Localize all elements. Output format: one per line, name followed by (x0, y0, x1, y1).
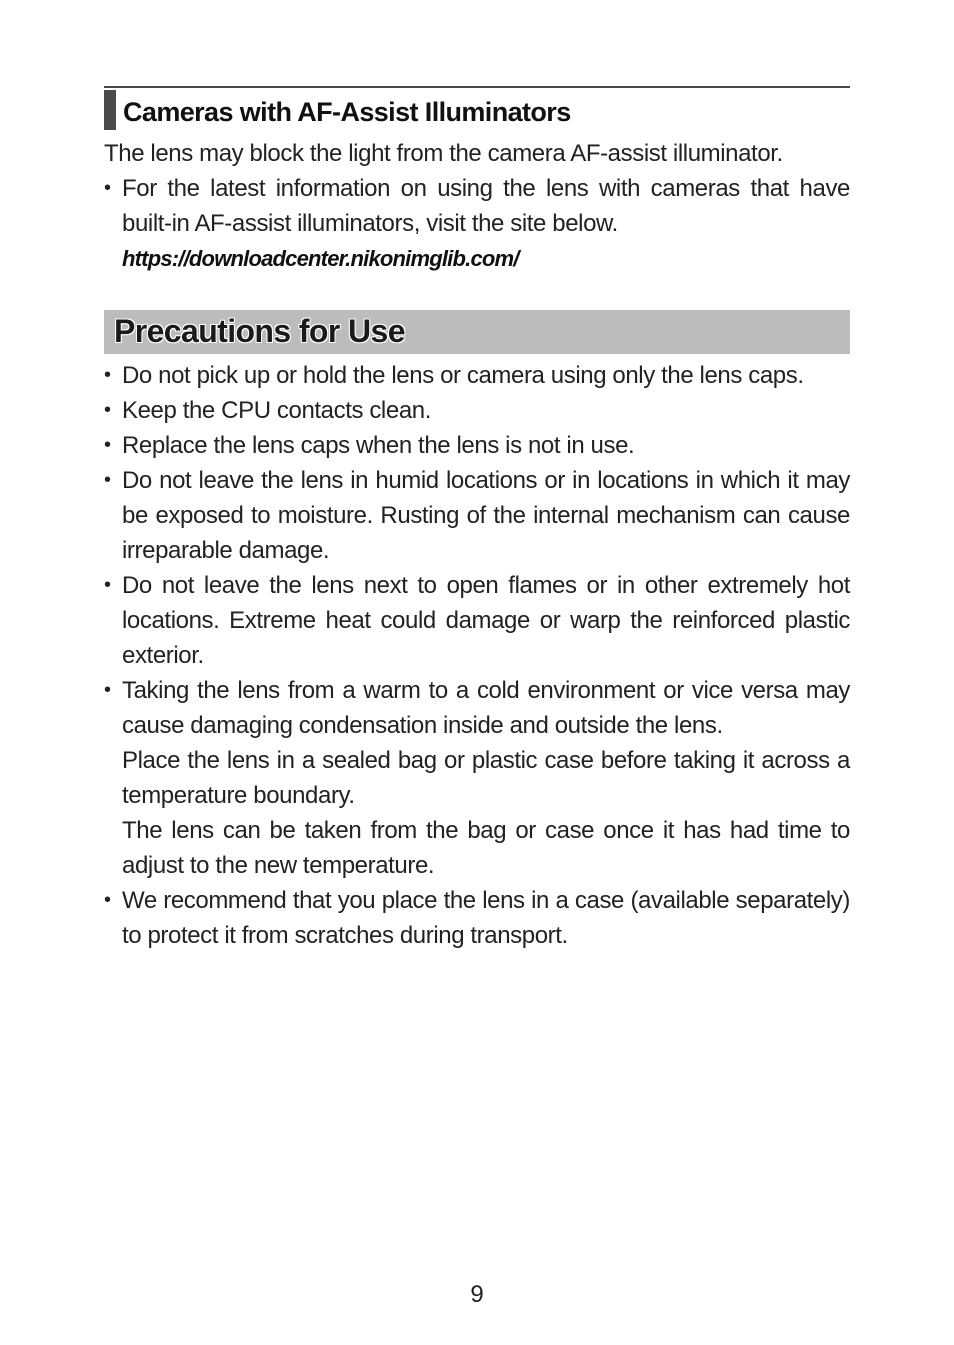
precautions-heading: Precautions for Use (114, 313, 405, 349)
af-assist-intro: The lens may block the light from the camera AF-assist illuminator. (104, 140, 783, 167)
page-number: 9 (470, 1281, 484, 1308)
af-assist-heading: Cameras with AF-Assist Illuminators (123, 97, 571, 127)
bullet-icon: • (104, 889, 111, 911)
list-item (104, 393, 850, 428)
precaution-text: Keep the CPU contacts clean. (122, 397, 431, 424)
precaution-text: Taking the lens from a warm to a cold environment or vice versa may cause damaging condensation inside and outside the lens. (122, 677, 850, 739)
list-item (104, 673, 850, 883)
list-item (104, 171, 850, 276)
list-item (104, 883, 850, 953)
af-assist-bullet-list (104, 171, 850, 276)
precaution-text: We recommend that you place the lens in a case (available separately) to protect it from scratches during transport. (122, 887, 850, 949)
bullet-icon: • (104, 177, 111, 199)
bullet-icon: • (104, 364, 111, 386)
bullet-icon: • (104, 434, 111, 456)
download-center-link[interactable]: https://downloadcenter.nikonimglib.com/ (122, 246, 519, 271)
precaution-text-continued: Place the lens in a sealed bag or plastic case before taking it across a temperature boundary. (122, 747, 850, 809)
bullet-icon: • (104, 679, 111, 701)
bullet-icon: • (104, 574, 111, 596)
precaution-text: Do not leave the lens next to open flames or in other extremely hot locations. Extreme heat could damage or warp the reinforced plastic exterior. (122, 572, 850, 669)
list-item (104, 428, 850, 463)
af-assist-bullet-text: For the latest information on using the lens with cameras that have built-in AF-assist illuminators, visit the site below. (122, 175, 850, 237)
list-item (104, 568, 850, 673)
precaution-text-continued: The lens can be taken from the bag or case once it has had time to adjust to the new temperature. (122, 817, 850, 879)
precautions-section-header (104, 310, 850, 354)
heading-marker-bar (104, 90, 116, 130)
precaution-text: Replace the lens caps when the lens is not in use. (122, 432, 635, 459)
bullet-icon: • (104, 469, 111, 491)
list-item (104, 463, 850, 568)
precaution-text: Do not leave the lens in humid locations or in locations in which it may be exposed to moisture. Rusting of the internal mechanism can cause irreparable damage. (122, 467, 850, 564)
precautions-list (104, 358, 850, 953)
list-item (104, 358, 850, 393)
af-assist-section-header (104, 86, 850, 132)
precaution-text: Do not pick up or hold the lens or camera using only the lens caps. (122, 362, 804, 389)
bullet-icon: • (104, 399, 111, 421)
manual-page (104, 86, 850, 953)
